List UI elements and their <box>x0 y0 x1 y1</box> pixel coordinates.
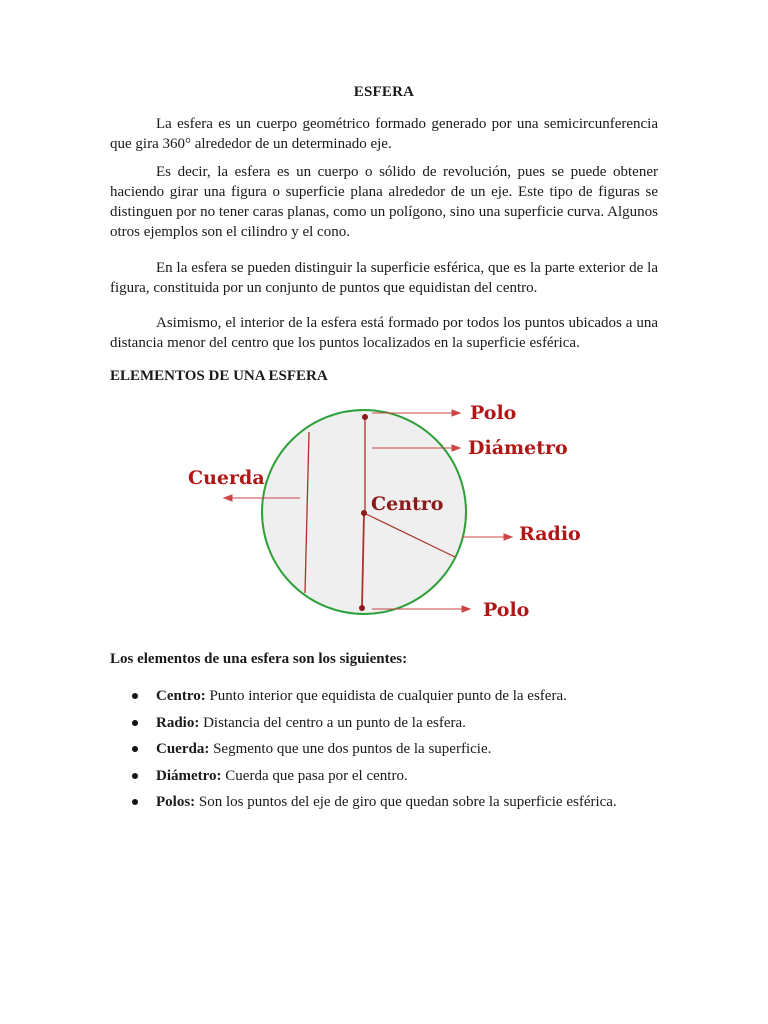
term-polos: Polos: <box>156 794 196 810</box>
paragraph-revolution: Es decir, la esfera es un cuerpo o sólido de revolución, pues se puede obtener haciendo girar una figura o superficie plana alrededor de un eje. Este tipo de figuras se distinguen por no tener caras planas, como un polígono, sino una superficie curva. Algunos otros ejemplos son el cilindro y el cono. <box>110 164 658 240</box>
bullet-icon <box>132 746 138 752</box>
elements-list <box>110 686 670 819</box>
list-item-centro <box>110 686 670 713</box>
list-item-polos <box>110 792 670 819</box>
list-item-cuerda <box>110 739 670 766</box>
definition-polos: Son los puntos del eje de giro que quedan sobre la superficie esférica. <box>195 794 617 810</box>
label-radio: Radio <box>519 523 581 545</box>
term-cuerda: Cuerda: <box>156 741 210 757</box>
radius-arrow <box>462 534 512 540</box>
list-intro: Los elementos de una esfera son los siguientes: <box>110 651 408 667</box>
label-centro: Centro <box>371 493 444 515</box>
term-centro: Centro: <box>156 688 206 704</box>
label-diametro: Diámetro <box>468 437 568 459</box>
paragraph-interior: Asimismo, el interior de la esfera está formado por todos los puntos ubicados a una distancia menor del centro que los puntos localizados en la superficie esférica. <box>110 315 658 351</box>
list-item-radio <box>110 713 670 740</box>
center-dot <box>361 510 367 516</box>
bullet-icon <box>132 693 138 699</box>
definition-centro: Punto interior que equidista de cualquier punto de la esfera. <box>205 688 567 704</box>
list-item-diametro <box>110 766 670 793</box>
label-polo-top: Polo <box>470 402 517 424</box>
paragraph-definition: La esfera es un cuerpo geométrico formado generado por una semicircunferencia que gira 360° alrededor de un determinado eje. <box>110 116 658 152</box>
pole-top-dot <box>362 414 368 420</box>
document-title: ESFERA <box>353 84 415 100</box>
term-diametro: Diámetro: <box>156 767 222 784</box>
paragraph-surface: En la esfera se pueden distinguir la superficie esférica, que es la parte exterior de la figura, constituida por un conjunto de puntos que equidistan del centro. <box>110 260 658 296</box>
definition-cuerda: Segmento que une dos puntos de la superficie. <box>209 741 492 757</box>
bullet-icon <box>132 799 138 805</box>
term-radio: Radio: <box>156 714 200 731</box>
bullet-icon <box>132 720 138 726</box>
definition-diametro: Cuerda que pasa por el centro. <box>221 767 408 784</box>
bullet-icon <box>132 773 138 779</box>
section-heading: ELEMENTOS DE UNA ESFERA <box>110 368 328 384</box>
sphere-elements-diagram <box>0 395 768 625</box>
label-polo-bottom: Polo <box>483 599 530 621</box>
label-cuerda: Cuerda <box>188 467 265 489</box>
pole-bottom-dot <box>359 605 365 611</box>
definition-radio: Distancia del centro a un punto de la esfera. <box>199 714 466 731</box>
